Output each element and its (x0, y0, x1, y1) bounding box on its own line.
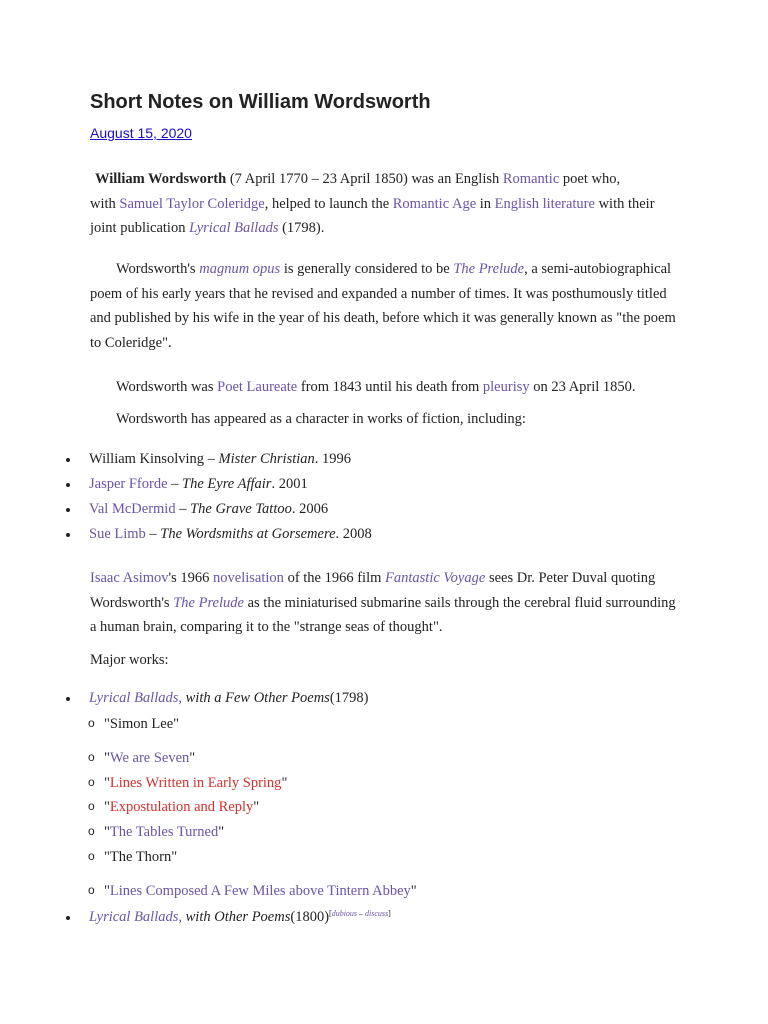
text: poet who, (559, 171, 621, 187)
poem-link[interactable]: Lines Composed A Few Miles above Tintern Abbey (109, 883, 411, 899)
text: Wordsworth was (116, 379, 218, 395)
text: of the 1966 film (283, 570, 386, 586)
circle-bullet-icon: o (88, 824, 95, 838)
text: sees Dr. Peter Duval quoting (485, 570, 656, 586)
text: – (145, 526, 161, 542)
text: with their (594, 195, 655, 212)
text: (1798). (278, 220, 325, 236)
bullet-icon (66, 697, 70, 701)
text: Wordsworth's (90, 594, 174, 611)
author-link[interactable]: Val McDermid (89, 501, 176, 517)
poem-link[interactable]: Expostulation and Reply (109, 799, 254, 815)
discuss-link[interactable]: discuss (365, 909, 389, 918)
text: " (104, 750, 110, 766)
work-title: Mister Christian (218, 451, 315, 467)
text: " (104, 883, 110, 899)
poem-link[interactable]: The Tables Turned (109, 824, 219, 840)
author: William Kinsolving (89, 451, 205, 467)
text: Wordsworth has appeared as a character in works of fiction, including: (116, 411, 526, 427)
work-title: The Eyre Affair (182, 476, 272, 492)
text: 's 1966 (168, 570, 214, 586)
bullet-icon (66, 533, 70, 537)
text: " (253, 799, 260, 815)
major-works-label (90, 648, 688, 673)
prelude-link[interactable]: The Prelude (173, 594, 244, 611)
poem-title: "The Thorn" (104, 849, 178, 865)
text: " (104, 775, 110, 791)
lyrical-ballads-link[interactable]: Lyrical Ballads, (89, 909, 183, 925)
lyrical-ballads-link[interactable]: Lyrical Ballads, (89, 690, 183, 706)
english-literature-link[interactable]: English literature (494, 195, 595, 212)
author-link[interactable]: Sue Limb (89, 526, 146, 542)
text: " (218, 824, 225, 840)
circle-bullet-icon: o (88, 750, 95, 764)
year: (1798) (329, 690, 369, 706)
asimov-paragraph (90, 566, 688, 640)
text: – (167, 476, 183, 492)
text: and published by his wife in the year of his death, before which it was generally known as "the poem (90, 310, 676, 326)
post-date-link[interactable]: August 15, 2020 (90, 125, 192, 141)
poem-title: "Simon Lee" (104, 716, 180, 732)
text: from 1843 until his death from (297, 379, 483, 395)
bullet-icon (66, 508, 70, 512)
fantastic-voyage-link[interactable]: Fantastic Voyage (385, 570, 486, 586)
coleridge-link[interactable]: Samuel Taylor Coleridge (119, 195, 265, 212)
lyrical-ballads-link[interactable]: Lyrical Ballads (189, 220, 279, 236)
work-title: The Grave Tattoo (190, 501, 292, 517)
text: with Other Poems (182, 909, 291, 925)
year: . 2006 (291, 501, 329, 517)
poet-laureate-link[interactable]: Poet Laureate (217, 379, 298, 395)
bullet-icon (66, 458, 70, 462)
bullet-icon (66, 916, 70, 920)
text: as the miniaturised submarine sails through the cerebral fluid surrounding (243, 594, 676, 611)
poem-link[interactable]: We are Seven (109, 750, 190, 766)
text: (7 April 1770 – 23 April 1850) was an English (226, 171, 503, 187)
text: – (357, 909, 366, 918)
text: " (104, 799, 110, 815)
work-title: The Wordsmiths at Gorsemere (160, 526, 336, 542)
prelude-link[interactable]: The Prelude (453, 261, 525, 277)
magnum-opus-link[interactable]: magnum opus (199, 261, 281, 277)
text: – (175, 501, 191, 517)
text: in (476, 195, 495, 212)
text: , helped to launch the (264, 195, 393, 212)
page-title: Short Notes on William Wordsworth (90, 91, 431, 113)
circle-bullet-icon: o (88, 799, 95, 813)
circle-bullet-icon: o (88, 883, 95, 897)
text: " (104, 824, 110, 840)
text: poem of his early years that he revised and expanded a number of times. It was posthumously titled (90, 285, 667, 302)
romantic-link[interactable]: Romantic (502, 171, 560, 187)
subject-name: William Wordsworth (95, 171, 227, 187)
fiction-intro (90, 407, 688, 432)
novelisation-link[interactable]: novelisation (213, 570, 284, 586)
text: a human brain, comparing it to the "strange seas of thought". (90, 619, 443, 635)
text: with a Few Other Poems (182, 690, 330, 706)
circle-bullet-icon: o (88, 849, 95, 863)
laureate-paragraph (90, 375, 688, 400)
text: " (281, 775, 288, 791)
text: , a semi-autobiographical (524, 261, 672, 277)
year: . 2001 (271, 476, 308, 492)
text: Wordsworth's (116, 261, 200, 277)
text: – (204, 451, 219, 467)
text: to Coleridge". (90, 334, 172, 351)
bullet-icon (66, 483, 70, 487)
isaac-asimov-link[interactable]: Isaac Asimov (90, 570, 169, 586)
romantic-age-link[interactable]: Romantic Age (392, 195, 477, 212)
text: Major works: (90, 652, 169, 668)
magnum-opus-paragraph (90, 257, 688, 355)
text: on 23 April 1850. (529, 379, 636, 395)
text: with (90, 195, 120, 212)
dubious-link[interactable]: dubious (331, 909, 358, 918)
text: is generally considered to be (280, 261, 454, 277)
text: joint publication (90, 220, 190, 236)
circle-bullet-icon: o (88, 716, 95, 730)
text: " (189, 750, 196, 766)
citation-note (329, 909, 391, 918)
pleurisy-link[interactable]: pleurisy (482, 379, 530, 395)
year: . 1996 (314, 451, 352, 467)
text: " (410, 883, 417, 899)
circle-bullet-icon: o (88, 775, 95, 789)
text: ] (388, 909, 391, 918)
text: [ (329, 909, 332, 918)
year: . 2008 (335, 526, 372, 542)
poem-link[interactable]: Lines Written in Early Spring (109, 775, 282, 791)
author-link[interactable]: Jasper Fforde (89, 476, 168, 492)
intro-paragraph (90, 167, 688, 241)
year: (1800) (290, 909, 330, 925)
